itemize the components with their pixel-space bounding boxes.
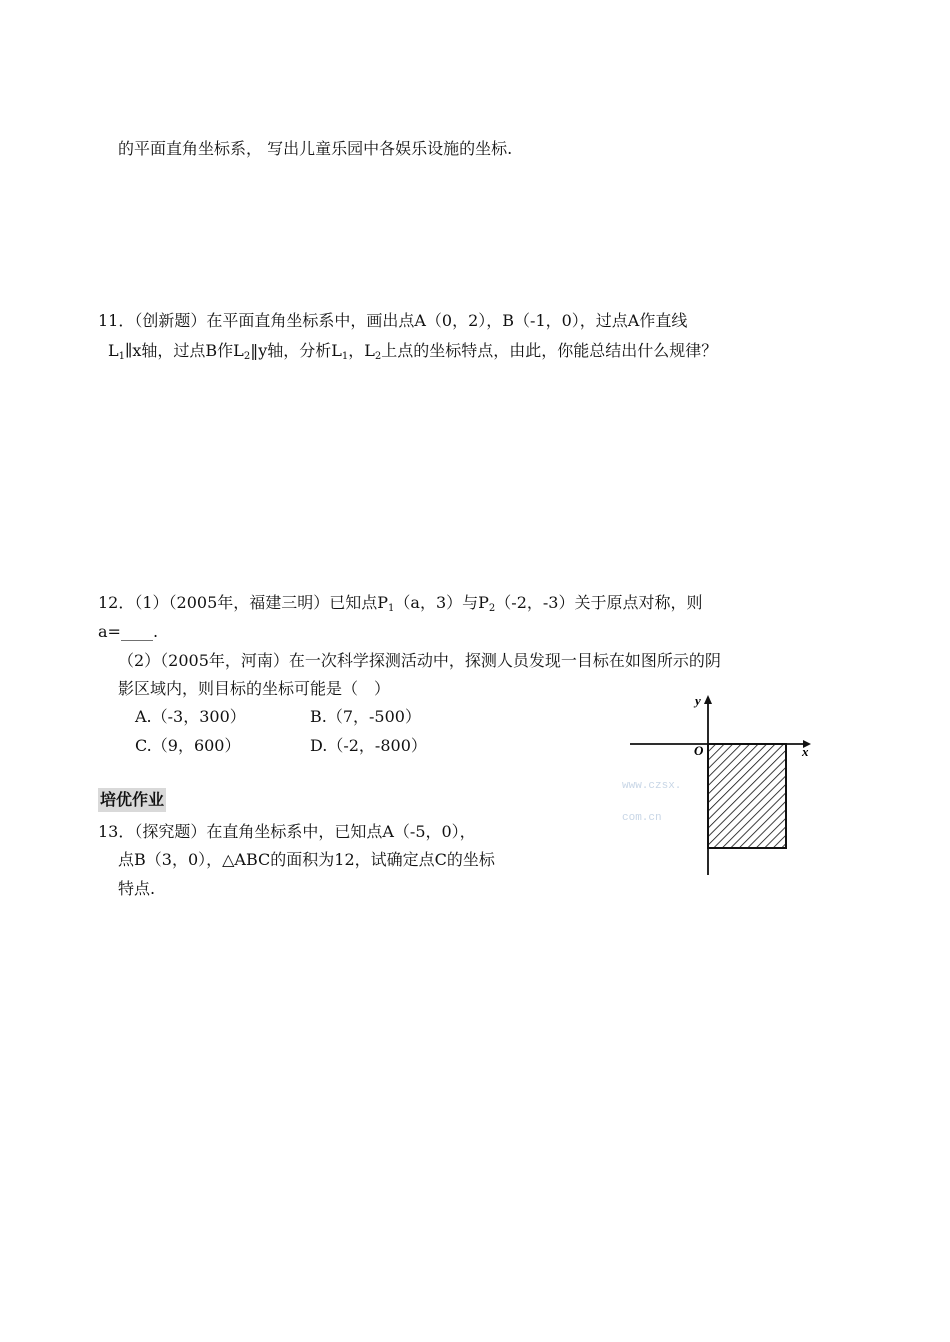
- q12-sub-1: 1: [388, 603, 395, 614]
- section-title: 培优作业: [98, 788, 166, 812]
- q12-text-a: 12．（1）（2005年，福建三明）已知点P: [98, 593, 389, 612]
- q11-l-text: L: [108, 341, 119, 360]
- q12-sub-2: 2: [488, 603, 496, 614]
- q11-sub-1: 1: [118, 351, 125, 362]
- q12-option-d: D.（-2，-800）: [310, 736, 427, 755]
- q11-sub-4: 2: [374, 351, 382, 362]
- q13-line3: 特点.: [118, 879, 156, 898]
- q12-line2: a=____.: [98, 622, 159, 641]
- q12-option-b: B.（7，-500）: [310, 707, 421, 726]
- watermark-line1: www.czsx.: [622, 780, 682, 792]
- q11-text-d: ，L: [348, 341, 375, 360]
- x-axis-label: x: [802, 744, 809, 759]
- q11-sub-3: 1: [341, 351, 349, 362]
- watermark-line2: com.cn: [622, 812, 662, 824]
- q12-line3: （2）（2005年，河南）在一次科学探测活动中，探测人员发现一目标在如图所示的阴: [118, 651, 721, 670]
- q12-text-c: （-2，-3）关于原点对称，则: [495, 593, 703, 612]
- q10-tail: 的平面直角坐标系， 写出儿童乐园中各娱乐设施的坐标.: [118, 139, 513, 158]
- q11-line1: 11．（创新题）在平面直角坐标系中，画出点A（0，2），B（-1，0），过点A作直线: [98, 311, 688, 330]
- q11-line2: [108, 341, 717, 367]
- q12-line4: 影区域内，则目标的坐标可能是（ ）: [118, 679, 391, 698]
- q12-line1: [98, 593, 702, 619]
- q11-text-b: ∥x轴，过点B作L: [125, 341, 244, 360]
- coordinate-figure: [625, 690, 815, 880]
- q11-sub-2: 2: [243, 351, 251, 362]
- y-axis-label: y: [695, 693, 701, 708]
- q11-text-c: ‖y轴，分析L: [250, 341, 342, 360]
- y-axis-arrow: [704, 695, 712, 704]
- origin-label: O: [694, 743, 704, 758]
- q12-option-a: A.（-3，300）: [135, 707, 246, 726]
- shaded-region: [708, 744, 786, 848]
- q11-text-e: 上点的坐标特点，由此，你能总结出什么规律？: [381, 341, 718, 360]
- q13-line1: 13．（探究题）在直角坐标系中，已知点A（-5，0），: [98, 822, 476, 841]
- q12-option-c: C.（9，600）: [135, 736, 241, 755]
- q13-line2: 点B（3，0），△ABC的面积为12，试确定点C的坐标: [118, 850, 495, 869]
- q12-text-b: （a，3）与P: [394, 593, 489, 612]
